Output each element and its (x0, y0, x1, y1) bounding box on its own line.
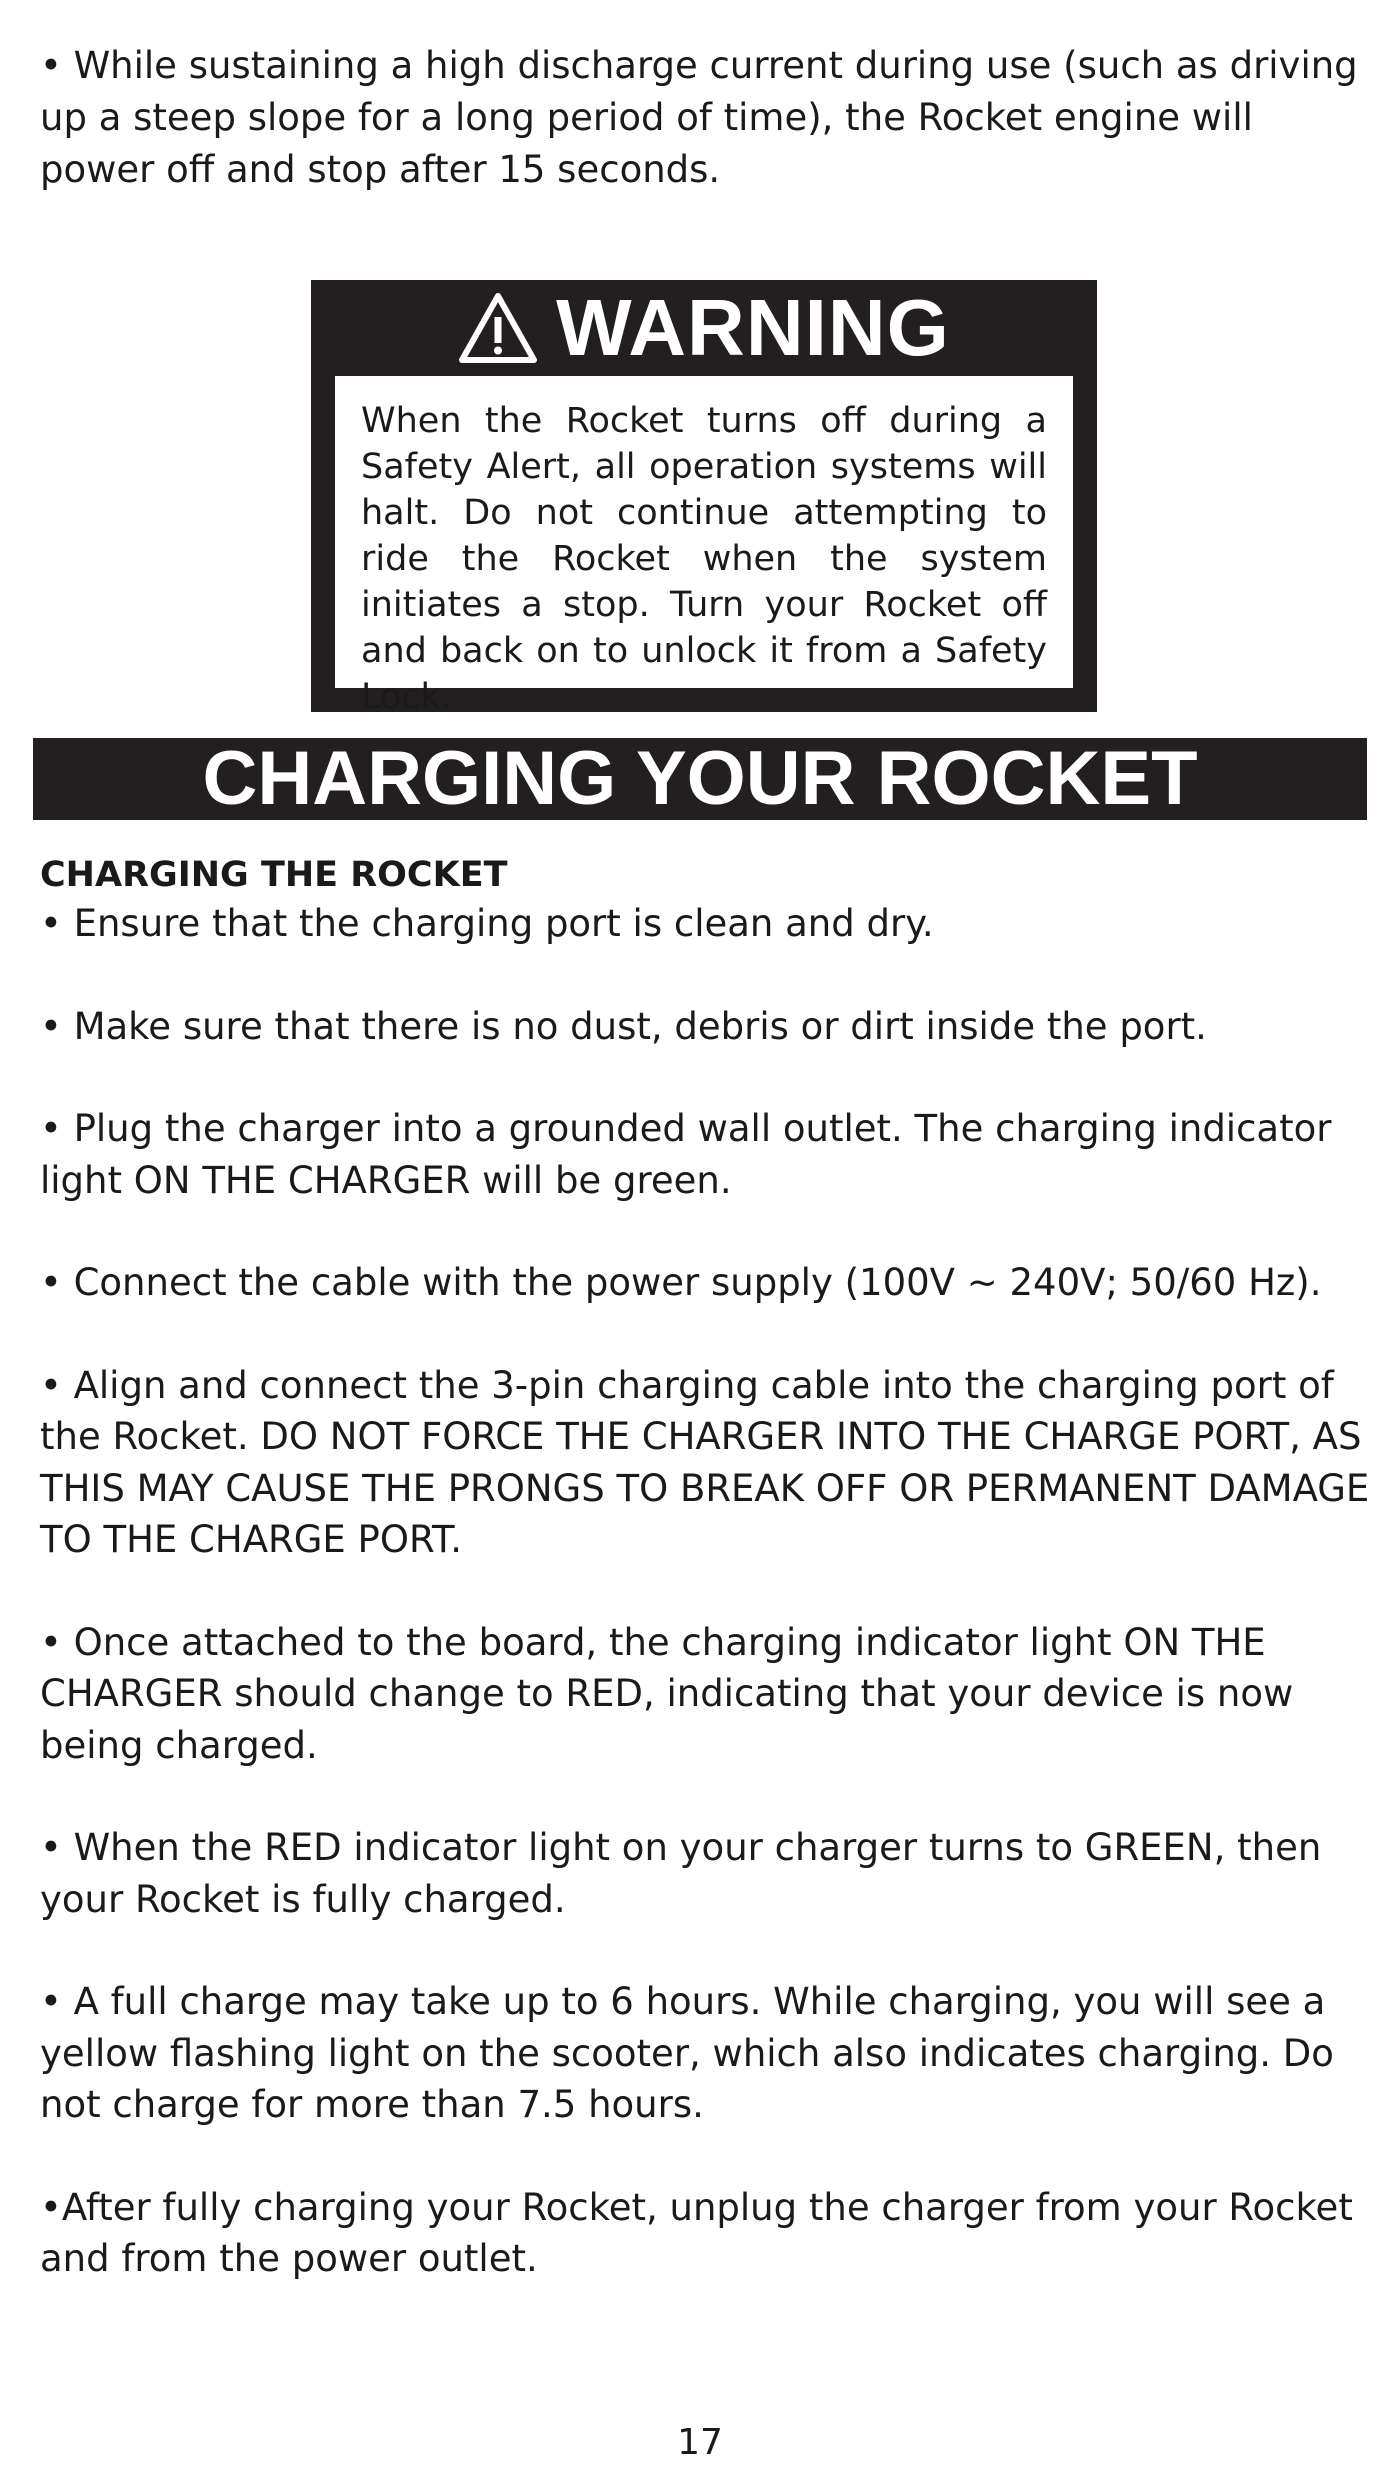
section-banner (33, 738, 1367, 820)
list-item: • Connect the cable with the power supply (100V ~ 240V; 50/60 Hz). (40, 1261, 1322, 1304)
charging-content (40, 852, 1370, 2336)
page-number: 17 (677, 2422, 723, 2463)
section-title: CHARGING YOUR ROCKET (202, 736, 1198, 821)
list-item: • Ensure that the charging port is clean and dry. (40, 902, 934, 945)
warning-text: When the Rocket turns off during a Safety Alert, all operation systems will halt. Do not continue attempting to ride the Rocket when the system initiates a stop. Turn your Rocket off and back on to unlock it from a Safety Lock. (361, 401, 1047, 717)
warning-triangle-icon (458, 291, 538, 365)
list-item: • When the RED indicator light on your charger turns to GREEN, then your Rocket is fully charged. (40, 1826, 1322, 1921)
list-item: • Make sure that there is no dust, debris or dirt inside the port. (40, 1004, 1207, 1048)
warning-body (335, 376, 1073, 717)
list-item: • Plug the charger into a grounded wall outlet. The charging indicator light ON THE CHARGER will be green. (40, 1107, 1332, 1202)
warning-box (311, 280, 1097, 717)
intro-paragraph: • While sustaining a high discharge current during use (such as driving up a steep slope for a long period of time), the Rocket engine will power off and stop after 15 seconds. (40, 44, 1358, 191)
charging-steps-list (40, 898, 1370, 2285)
list-item: • A full charge may take up to 6 hours. While charging, you will see a yellow flashing light on the scooter, which also indicates charging. Do not charge for more than 7.5 hours. (40, 1980, 1334, 2126)
warning-title: WARNING (556, 283, 950, 372)
list-item: •After fully charging your Rocket, unplug the charger from your Rocket and from the power outlet. (40, 2185, 1353, 2280)
charging-subheading: CHARGING THE ROCKET (40, 855, 508, 895)
list-item: • Align and connect the 3-pin charging cable into the charging port of the Rocket. DO NOT FORCE THE CHARGER INTO THE CHARGE PORT, AS THIS MAY CAUSE THE PRONGS TO BREAK OFF OR PERMANENT DAMAGE TO THE CHARGE PORT. (40, 1363, 1370, 1561)
list-item: • Once attached to the board, the charging indicator light ON THE CHARGER should change to RED, indicating that your device is now being charged. (40, 1620, 1294, 1767)
warning-header (311, 280, 1097, 376)
